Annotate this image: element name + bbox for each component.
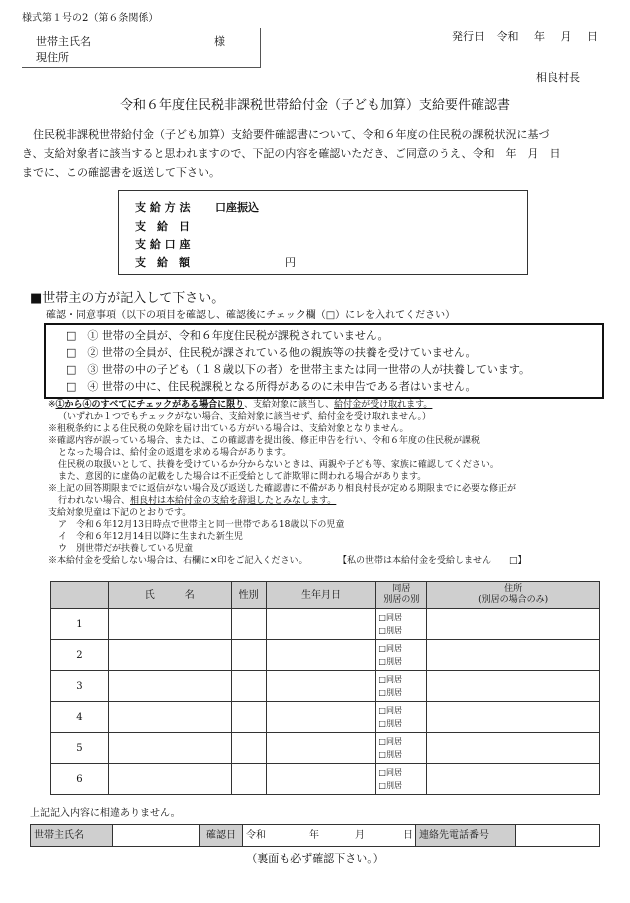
row-number: 3 (51, 671, 109, 702)
child-sex-cell[interactable] (231, 702, 266, 733)
cohabit-checkbox[interactable]: □同居 (378, 613, 402, 622)
table-row (51, 609, 600, 640)
header-index (51, 582, 109, 609)
issue-date-era: 令和 (496, 30, 519, 43)
child-address-cell[interactable] (427, 640, 600, 671)
payment-box (118, 190, 528, 275)
confirm-date-label: 確認日 (200, 825, 243, 847)
table-row (51, 733, 600, 764)
checklist-box (44, 323, 604, 399)
note-1-prefix: ※ (48, 400, 56, 410)
note-8-text: ※本給付金を受給しない場合は、右欄に×印をご記入ください。 (48, 556, 308, 566)
row-number: 4 (51, 702, 109, 733)
child-address-cell[interactable] (427, 671, 600, 702)
checklist-item-1[interactable]: □ ① 世帯の全員が、令和６年度住民税が課税されていません。 (66, 329, 389, 342)
separate-checkbox[interactable]: □別居 (378, 626, 402, 635)
table-row (51, 640, 600, 671)
child-address-cell[interactable] (427, 764, 600, 795)
separate-checkbox[interactable]: □別居 (378, 719, 402, 728)
section-heading: ■世帯主の方が記入して下さい。 (30, 291, 225, 306)
cohabit-checkbox[interactable]: □同居 (378, 706, 402, 715)
note-3b: となった場合は、給付金の返還を求める場合があります。 (58, 448, 292, 458)
child-name-cell[interactable] (108, 640, 231, 671)
children-table (50, 581, 600, 795)
confirm-date-input[interactable] (243, 825, 416, 847)
issue-date-label: 発行日 (452, 30, 485, 43)
child-sex-cell[interactable] (231, 640, 266, 671)
cohabit-checkbox[interactable]: □同居 (378, 675, 402, 684)
child-name-cell[interactable] (108, 764, 231, 795)
note-2: ※租税条約による住民税の免除を届け出ている方がいる場合は、支給対象となりません。 (48, 424, 409, 434)
issue-date-month: 月 (560, 30, 572, 43)
cohabit-cell (376, 671, 427, 702)
separate-checkbox[interactable]: □別居 (378, 688, 402, 697)
confirm-instructions: 確認・同意事項（以下の項目を確認し、確認後にチェック欄（□）にレを入れてください） (46, 310, 456, 321)
confirm-date-era: 令和 (246, 830, 266, 841)
cohabit-cell (376, 733, 427, 764)
child-sex-cell[interactable] (231, 764, 266, 795)
confirm-date-month: 月 (355, 830, 365, 841)
intro-line-1: 住民税非課税世帯給付金（子ども加算）支給要件確認書について、令和６年度の住民税の課税状況に基づ (33, 128, 550, 141)
note-3: ※確認内容が誤っている場合、または、この確認書を提出後、修正申告を行い、令和６年度の住民税が課税 (48, 436, 481, 446)
checklist-item-4[interactable]: □ ④ 世帯の中に、住民税課税となる所得があるのに未申告である者はいません。 (66, 380, 477, 393)
child-birthdate-cell[interactable] (266, 764, 376, 795)
confirmation-row (30, 824, 600, 847)
phone-label: 連絡先電話番号 (416, 825, 516, 847)
cohabit-cell (376, 640, 427, 671)
yen-unit: 円 (285, 256, 296, 269)
row-number: 6 (51, 764, 109, 795)
sama-label: 様 (214, 35, 225, 48)
table-row (51, 702, 600, 733)
table-row (51, 764, 600, 795)
cohabit-cell (376, 609, 427, 640)
note-1-under: 給付金が受け取れます。 (334, 400, 433, 410)
child-name-cell[interactable] (108, 671, 231, 702)
back-page-note: （裏面も必ず確認下さい。） (246, 852, 384, 865)
payment-method-label: 支 給 方 法 (135, 201, 191, 214)
note-8 (48, 555, 613, 567)
child-sex-cell[interactable] (231, 733, 266, 764)
cohabit-checkbox[interactable]: □同居 (378, 737, 402, 746)
address-block (22, 28, 261, 68)
child-birthdate-cell[interactable] (266, 640, 376, 671)
row-number: 2 (51, 640, 109, 671)
separate-checkbox[interactable]: □別居 (378, 657, 402, 666)
form-label: 様式第１号の2（第６条関係） (22, 13, 159, 24)
child-birthdate-cell[interactable] (266, 702, 376, 733)
header-cohabit: 同居 別居の別 (376, 582, 427, 609)
note-6: ※上記の回答期限までに返信がない場合及び返送した確認書に不備があり相良村長が定める期限までに必要な修正が (48, 484, 517, 494)
cohabit-checkbox[interactable]: □同居 (378, 768, 402, 777)
child-sex-cell[interactable] (231, 609, 266, 640)
note-7c: ウ 別世帯だが扶養している児童 (58, 544, 194, 554)
cohabit-cell (376, 702, 427, 733)
decline-checkbox[interactable]: 【私の世帯は本給付金を受給しません □】 (338, 556, 527, 566)
table-header-row (51, 582, 600, 609)
householder-name-label: 世帯主氏名 (36, 35, 91, 48)
payment-method-value: 口座振込 (215, 201, 259, 214)
row-number: 5 (51, 733, 109, 764)
child-sex-cell[interactable] (231, 671, 266, 702)
note-7: 支給対象児童は下記のとおりです。 (48, 508, 192, 518)
footer-name-label: 世帯主氏名 (31, 825, 113, 847)
note-6b (48, 495, 613, 507)
page-title: 令和６年度住民税非課税世帯給付金（子ども加算）支給要件確認書 (119, 98, 510, 113)
payment-amount-label: 支 給 額 (135, 256, 190, 269)
note-1-bold: ①から④のすべてにチェックがある場合に限り (55, 400, 245, 410)
householder-name-input[interactable] (113, 825, 200, 847)
note-1 (48, 399, 613, 411)
issue-date-year: 年 (534, 30, 545, 43)
intro-line-2: き、支給対象者に該当すると思われますので、下記の内容を確認いただき、ご同意のうえ、令和 年 月 日 (22, 147, 561, 160)
header-birthdate: 生年月日 (266, 582, 376, 609)
checklist-item-2[interactable]: □ ② 世帯の全員が、住民税が課されている他の親族等の扶養を受けていません。 (66, 346, 477, 359)
confirm-date-year: 年 (309, 830, 319, 841)
separate-checkbox[interactable]: □別居 (378, 781, 402, 790)
checklist-item-3[interactable]: □ ③ 世帯の中の子ども（１８歳以下の者）を世帯主または同一世帯の人が扶養しています。 (66, 363, 531, 376)
row-number: 1 (51, 609, 109, 640)
note-6b-pre: 行われない場合、 (58, 496, 131, 506)
payment-account-label: 支 給 口 座 (135, 238, 191, 251)
child-name-cell[interactable] (108, 609, 231, 640)
payment-date-label: 支 給 日 (135, 220, 190, 233)
address-label: 現住所 (36, 51, 69, 64)
separate-checkbox[interactable]: □別居 (378, 750, 402, 759)
note-1b: （いずれか１つでもチェックがない場合、支給対象に該当せず、給付金を受け取れません。） (58, 412, 432, 422)
header-name: 氏 名 (108, 582, 231, 609)
child-birthdate-cell[interactable] (266, 609, 376, 640)
header-address: 住所 (別居の場合のみ) (427, 582, 600, 609)
issue-date (452, 30, 612, 44)
note-7a: ア 令和６年12月13日時点で世帯主と同一世帯である18歳以下の児童 (58, 520, 345, 530)
cohabit-checkbox[interactable]: □同居 (378, 644, 402, 653)
note-5: また、意図的に虚偽の記載をした場合は不正受給として詐欺罪に問われる場合があります。 (58, 472, 427, 482)
child-birthdate-cell[interactable] (266, 733, 376, 764)
table-row (51, 671, 600, 702)
child-name-cell[interactable] (108, 702, 231, 733)
phone-input[interactable] (516, 825, 600, 847)
issue-date-day: 日 (587, 30, 598, 43)
child-address-cell[interactable] (427, 702, 600, 733)
issuer: 相良村長 (536, 71, 580, 84)
child-address-cell[interactable] (427, 609, 600, 640)
note-7b: イ 令和６年12月14日以降に生まれた新生児 (58, 532, 243, 542)
child-address-cell[interactable] (427, 733, 600, 764)
note-1-mid: 、支給対象に該当し、 (244, 400, 335, 410)
note-6b-under: 相良村は本給付金の支給を辞退したとみなします。 (130, 496, 337, 506)
child-name-cell[interactable] (108, 733, 231, 764)
intro-line-3: までに、この確認書を返送して下さい。 (22, 166, 220, 179)
note-4: 住民税の取扱いとして、扶養を受けているか分からないときは、両親や子ども等、家族に確認してください。 (58, 460, 499, 470)
intro-paragraph (22, 128, 612, 185)
cohabit-cell (376, 764, 427, 795)
agreement-statement: 上記記入内容に相違ありません。 (30, 808, 181, 819)
confirm-date-day: 日 (403, 830, 413, 841)
notes (48, 399, 613, 567)
header-sex: 性別 (231, 582, 266, 609)
child-birthdate-cell[interactable] (266, 671, 376, 702)
